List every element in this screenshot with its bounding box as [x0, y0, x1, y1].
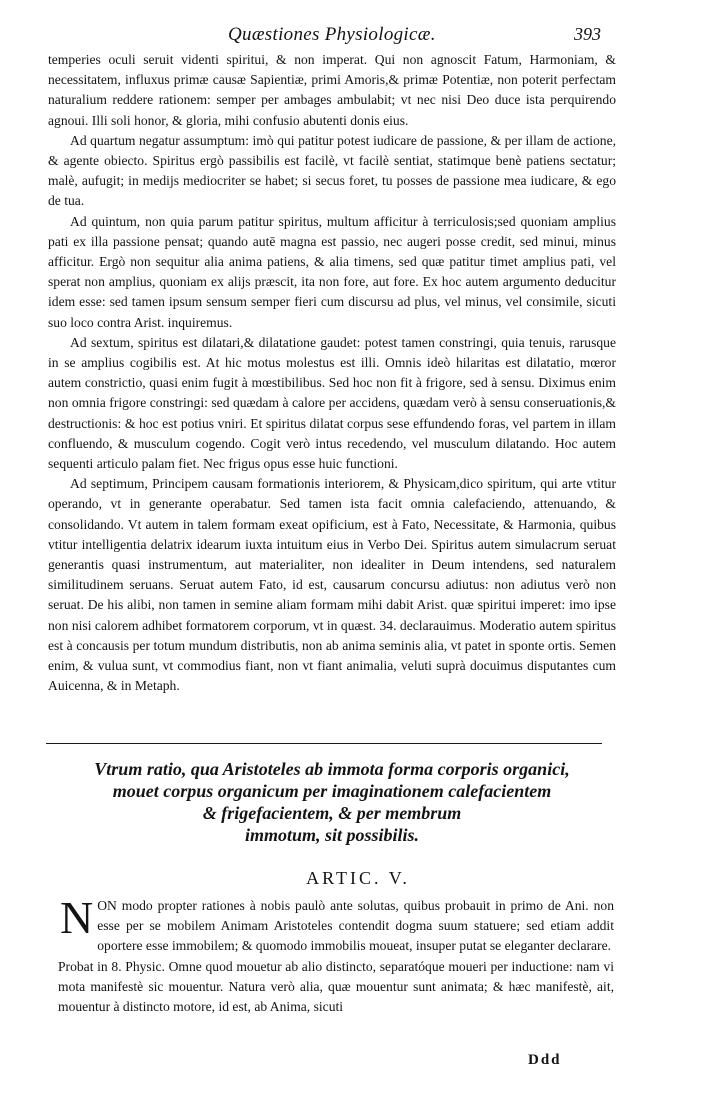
article-second-paragraph: Probat in 8. Physic. Omne quod mouetur ab alio distincto, separatóque moueri per inductione: nam vi mota manifestè sic mouentur. Natura verò alia, quæ mouentur sunt animata; & hæc manifestè, ait, mouentur à distincto motore, id est, ab Anima, sicuti — [58, 958, 614, 1015]
section-heading — [40, 758, 624, 846]
heading-line-2: mouet corpus organicum per imaginationem calefacientem — [112, 781, 552, 801]
paragraph-continuation: temperies oculi seruit videnti spiritui, & non imperat. Qui non agnoscit Fatum, Harmoniam, & necessitatem, influxus primæ causæ Sapientiæ, primi Amoris,& primæ Potentiæ, non poterit perfectam naturalium reddere rationem: semper per ambages ambulabit; vt nec nisi Deo duce ista perquirendo agnoui. Illi soli honor, & gloria, mihi confusio abutenti donis eius. — [48, 52, 616, 128]
drop-cap: N — [60, 892, 94, 943]
catchword: Ddd — [528, 1052, 562, 1068]
paragraph-ad-quintum: Ad quintum, non quia parum patitur spiritus, multum afficitur à terriculosis;sed quoniam amplius pati ex illa passione pensat; quando autē magna est passio, nec augeri posse credit, sed minui, minus afficitur. Ergò non sequitur alia anima patiens, & alia timens, sed quæ patitur timet amplius pati, vel sperat non amplius, quoniam ex alijs præscit, ita non fore, aut fore. Ex hoc autem argumento deducitur idem esse: sed tamen ipsum sensum semper fieri cum discursu ad plus, vel minus, vel consimile, sicuti suo loco contra Arist. inquiremus. — [48, 213, 616, 330]
paragraph-ad-septimum: Ad septimum, Principem causam formationis interiorem, & Physicam,dico spiritum, qui arte vtitur operando, vt in generante operabatur. Sed tamen ista facit omnia calefaciendo, attenuando, & consolidando. Vt autem in talem formam exeat opificium, est à Fato, Necessitate, & Harmonia, quibus vtitur intelligentia delatrix idearum iuxta intuitum eius in Verbo Dei. Spiritus autem simulacrum seruat generantis quasi instrumentum, aut materialiter, non idealiter in Deum intendens, sed naturalem similitudinem seruans. Seruat autem Fato, id est, causarum concursu adiutus: non adiutus verò non seruat. De his alibi, non tamen in semine aliam formam mihi dabit Arist. quæ spiritui imperet: imo ipse non nisi calorem adhibet formatorem corporum, vt in quæst. 34. declarauimus. Moderatio autem spiritus est à concausis per totum mundum distributis, non ab anima seminis alia, vt patet in sponte ortis. Semen enim, & vulua sunt, vt commodius fiant, non vt fiant animalia, veluti suprà docuimus disputantes cum Auicenna, & in Metaph. — [48, 476, 616, 694]
page-number: 393 — [574, 24, 601, 44]
running-head: Quæstiones Physiologicæ. — [228, 24, 436, 45]
page-header — [0, 22, 716, 48]
article-text — [58, 892, 614, 1017]
paragraph-ad-sextum: Ad sextum, spiritus est dilatari,& dilatatione gaudet: potest tamen constringi, quia tenuis, rarusque in se amplius cogibilis est. At hic motus molestus est illi. Omnis ideò hilaritas est dilatatio, mœror autem constrictio, quasi enim fugit à mœstibilibus. Sed hoc non fit à frigore, sed à sensu. Diximus enim non omnia frigore constringi: sed quædam à calore per accidens, quædam verò à sensu conseruationis,& destructionis: & hoc est potius vniri. Et spiritus dilatat corpus sese effundendo foras, vel partem in illam confluendo, & musculum cogendo. Cogit verò intus recedendo, vel musculum dilatando. Hoc autem sequenti articulo palam fiet. Nec frigus opus esse huic functioni. — [48, 334, 616, 472]
main-text — [48, 50, 616, 697]
heading-line-4: immotum, sit possibilis. — [244, 825, 420, 845]
section-divider — [46, 743, 602, 744]
article-first-paragraph — [58, 892, 614, 957]
article-first-paragraph-text: ON modo propter rationes à nobis paulò ante solutas, quibus probauit in primo de Ani. non esse per se mobilem Animam Aristoteles contendit dogma suum statuere; sed etiam addit oportere esse immobilem; & quomodo immobilis moueat, insuper putat se eleganter declarare. — [97, 898, 614, 954]
paragraph-ad-quartum: Ad quartum negatur assumptum: imò qui patitur potest iudicare de passione, & per illam de actione, & agente obiecto. Spiritus ergò passibilis est facilè, vt facilè sentiat, statimque benè patiens sectatur; malè, aufugit; in medijs mediocriter se habet; si secus foret, tu posses de passione mea iudicare, & ego de tua. — [48, 132, 616, 209]
heading-line-3: & frigefacientem, & per membrum — [202, 803, 462, 823]
article-label: ARTIC. V. — [306, 868, 410, 888]
heading-line-1: Vtrum ratio, qua Aristoteles ab immota forma corporis organici, — [94, 759, 570, 779]
